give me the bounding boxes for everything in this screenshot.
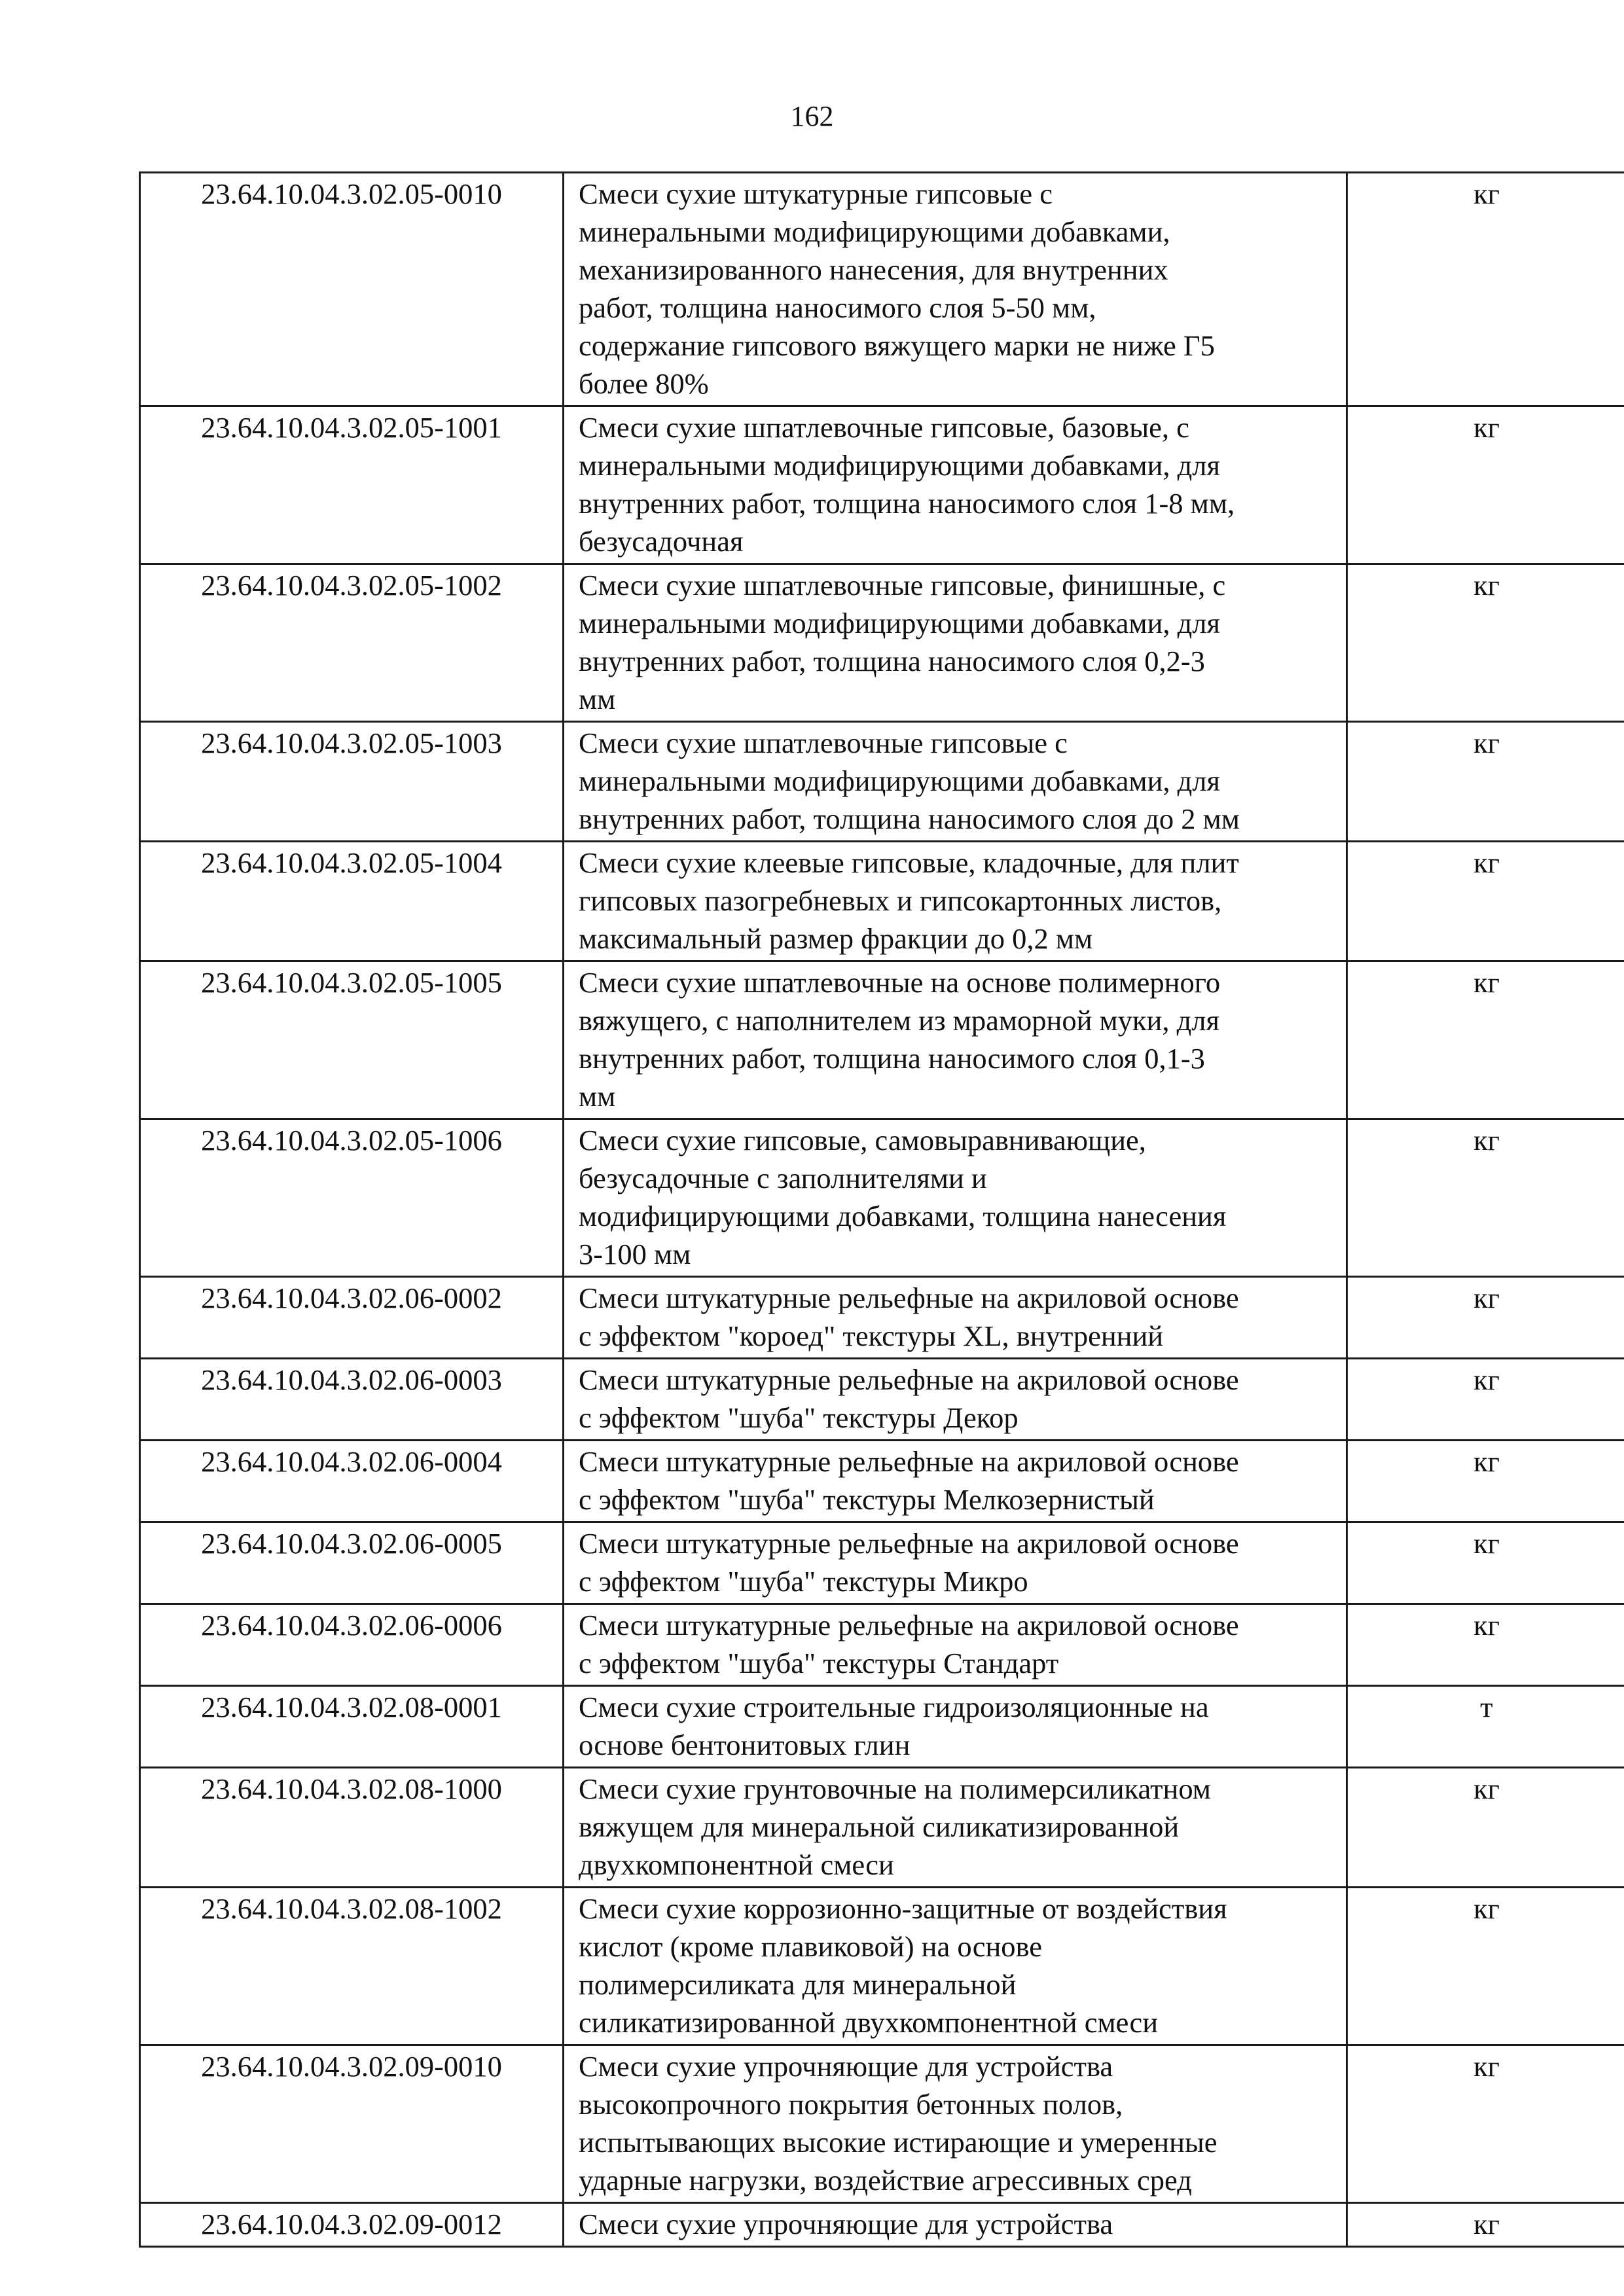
resource-name bbox=[564, 1119, 1347, 1277]
resource-code: 23.64.10.04.3.02.05-1005 bbox=[140, 961, 564, 1119]
materials-table bbox=[139, 171, 1624, 2248]
resource-code: 23.64.10.04.3.02.05-1003 bbox=[140, 722, 564, 842]
unit-of-measure: кг bbox=[1347, 961, 1624, 1119]
resource-name-line: работ, толщина наносимого слоя 5-50 мм, bbox=[579, 291, 1096, 324]
resource-name-line: Смеси штукатурные рельефные на акриловой основе bbox=[579, 1445, 1239, 1478]
resource-name bbox=[564, 1522, 1347, 1604]
resource-name-line: полимерсиликата для минеральной bbox=[579, 1968, 1017, 2001]
table-row bbox=[140, 722, 1624, 842]
resource-name-line: минеральными модифицирующими добавками, для bbox=[579, 607, 1220, 639]
resource-code: 23.64.10.04.3.02.08-1002 bbox=[140, 1888, 564, 2045]
resource-name-line: вяжущего, с наполнителем из мраморной муки, для bbox=[579, 1004, 1219, 1037]
resource-name bbox=[564, 2045, 1347, 2203]
unit-of-measure: кг bbox=[1347, 722, 1624, 842]
resource-name-line: Смеси штукатурные рельефные на акриловой основе bbox=[579, 1527, 1239, 1560]
resource-name-line: двухкомпонентной смеси bbox=[579, 1848, 894, 1881]
resource-name-line: Смеси сухие коррозионно-защитные от воздействия bbox=[579, 1892, 1227, 1925]
table-row bbox=[140, 173, 1624, 406]
resource-name bbox=[564, 564, 1347, 722]
resource-name-line: с эффектом "шуба" текстуры Декор bbox=[579, 1401, 1019, 1434]
resource-name-line: внутренних работ, толщина наносимого слоя 1-8 мм, bbox=[579, 487, 1235, 520]
resource-code: 23.64.10.04.3.02.06-0002 bbox=[140, 1277, 564, 1359]
resource-name-line: мм bbox=[579, 683, 616, 715]
resource-name-line: Смеси сухие клеевые гипсовые, кладочные, для плит bbox=[579, 846, 1239, 879]
resource-name-line: модифицирующими добавками, толщина нанесения bbox=[579, 1200, 1227, 1232]
table-row bbox=[140, 1888, 1624, 2045]
resource-name bbox=[564, 1768, 1347, 1888]
unit-of-measure: кг bbox=[1347, 842, 1624, 961]
unit-of-measure: кг bbox=[1347, 564, 1624, 722]
unit-of-measure: кг bbox=[1347, 1277, 1624, 1359]
unit-of-measure: т bbox=[1347, 1686, 1624, 1768]
resource-name-line: безусадочные с заполнителями и bbox=[579, 1162, 987, 1194]
resource-code: 23.64.10.04.3.02.09-0010 bbox=[140, 2045, 564, 2203]
resource-name bbox=[564, 406, 1347, 564]
resource-code: 23.64.10.04.3.02.06-0003 bbox=[140, 1359, 564, 1441]
resource-name-line: Смеси сухие строительные гидроизоляционные на bbox=[579, 1691, 1209, 1723]
resource-name-line: с эффектом "шуба" текстуры Микро bbox=[579, 1565, 1028, 1598]
resource-name bbox=[564, 1686, 1347, 1768]
table-row bbox=[140, 1604, 1624, 1686]
resource-code: 23.64.10.04.3.02.09-0012 bbox=[140, 2203, 564, 2247]
resource-name-line: максимальный размер фракции до 0,2 мм bbox=[579, 922, 1093, 955]
resource-name-line: механизированного нанесения, для внутренних bbox=[579, 253, 1168, 286]
resource-name-line: более 80% bbox=[579, 367, 709, 400]
resource-name bbox=[564, 2203, 1347, 2247]
table-row bbox=[140, 1359, 1624, 1441]
table-row bbox=[140, 1768, 1624, 1888]
resource-name-line: Смеси сухие штукатурные гипсовые с bbox=[579, 177, 1053, 210]
unit-of-measure: кг bbox=[1347, 1441, 1624, 1522]
table-row bbox=[140, 1686, 1624, 1768]
resource-name-line: Смеси сухие упрочняющие для устройства bbox=[579, 2050, 1113, 2083]
unit-of-measure: кг bbox=[1347, 1768, 1624, 1888]
resource-name-line: Смеси штукатурные рельефные на акриловой основе bbox=[579, 1363, 1239, 1396]
unit-of-measure: кг bbox=[1347, 406, 1624, 564]
resource-code: 23.64.10.04.3.02.08-1000 bbox=[140, 1768, 564, 1888]
page-number: 162 bbox=[790, 100, 834, 132]
resource-code: 23.64.10.04.3.02.08-0001 bbox=[140, 1686, 564, 1768]
resource-name-line: основе бентонитовых глин bbox=[579, 1729, 911, 1761]
resource-name-line: Смеси сухие шпатлевочные на основе полимерного bbox=[579, 966, 1221, 999]
table-row bbox=[140, 1522, 1624, 1604]
table-row bbox=[140, 564, 1624, 722]
resource-code: 23.64.10.04.3.02.05-1002 bbox=[140, 564, 564, 722]
table-row bbox=[140, 842, 1624, 961]
resource-code: 23.64.10.04.3.02.05-1006 bbox=[140, 1119, 564, 1277]
resource-name-line: с эффектом "шуба" текстуры Стандарт bbox=[579, 1647, 1059, 1679]
table-row bbox=[140, 2045, 1624, 2203]
resource-name-line: с эффектом "шуба" текстуры Мелкозернистый bbox=[579, 1483, 1155, 1516]
table-row bbox=[140, 961, 1624, 1119]
resource-name-line: высокопрочного покрытия бетонных полов, bbox=[579, 2088, 1123, 2121]
resource-name-line: ударные нагрузки, воздействие агрессивных сред bbox=[579, 2164, 1192, 2197]
resource-name bbox=[564, 961, 1347, 1119]
unit-of-measure: кг bbox=[1347, 1888, 1624, 2045]
resource-name-line: мм bbox=[579, 1080, 616, 1113]
resource-code: 23.64.10.04.3.02.06-0006 bbox=[140, 1604, 564, 1686]
resource-name bbox=[564, 842, 1347, 961]
resource-code: 23.64.10.04.3.02.05-0010 bbox=[140, 173, 564, 406]
table-row bbox=[140, 1441, 1624, 1522]
resource-name bbox=[564, 1604, 1347, 1686]
resource-name-line: вяжущем для минеральной силикатизированной bbox=[579, 1810, 1180, 1843]
resource-code: 23.64.10.04.3.02.05-1001 bbox=[140, 406, 564, 564]
unit-of-measure: кг bbox=[1347, 173, 1624, 406]
resource-name-line: безусадочная bbox=[579, 525, 744, 558]
resource-name-line: кислот (кроме плавиковой) на основе bbox=[579, 1930, 1043, 1963]
resource-name bbox=[564, 1888, 1347, 2045]
resource-name-line: Смеси сухие гипсовые, самовыравнивающие, bbox=[579, 1124, 1146, 1157]
resource-name bbox=[564, 722, 1347, 842]
resource-name-line: внутренних работ, толщина наносимого слоя 0,2-3 bbox=[579, 645, 1205, 677]
resource-name-line: Смеси сухие шпатлевочные гипсовые, финишные, с bbox=[579, 569, 1226, 601]
resource-name-line: 3-100 мм bbox=[579, 1238, 691, 1270]
resource-name-line: Смеси сухие упрочняющие для устройства bbox=[579, 2208, 1113, 2240]
resource-code: 23.64.10.04.3.02.05-1004 bbox=[140, 842, 564, 961]
materials-table-body bbox=[140, 173, 1624, 2247]
resource-name-line: Смеси штукатурные рельефные на акриловой основе bbox=[579, 1609, 1239, 1641]
unit-of-measure: кг bbox=[1347, 1119, 1624, 1277]
table-row bbox=[140, 1119, 1624, 1277]
resource-name-line: минеральными модифицирующими добавками, bbox=[579, 215, 1170, 248]
resource-name-line: Смеси сухие грунтовочные на полимерсиликатном bbox=[579, 1772, 1211, 1805]
resource-name-line: Смеси сухие шпатлевочные гипсовые, базовые, с bbox=[579, 411, 1189, 444]
resource-name-line: Смеси сухие шпатлевочные гипсовые с bbox=[579, 726, 1068, 759]
unit-of-measure: кг bbox=[1347, 1604, 1624, 1686]
table-row bbox=[140, 1277, 1624, 1359]
resource-name-line: внутренних работ, толщина наносимого слоя до 2 мм bbox=[579, 802, 1240, 835]
resource-name-line: минеральными модифицирующими добавками, для bbox=[579, 764, 1220, 797]
resource-name-line: испытывающих высокие истирающие и умеренные bbox=[579, 2126, 1218, 2159]
resource-name-line: Смеси штукатурные рельефные на акриловой основе bbox=[579, 1282, 1239, 1314]
resource-name bbox=[564, 173, 1347, 406]
table-row bbox=[140, 406, 1624, 564]
resource-name bbox=[564, 1277, 1347, 1359]
unit-of-measure: кг bbox=[1347, 2203, 1624, 2247]
table-row bbox=[140, 2203, 1624, 2247]
resource-name-line: внутренних работ, толщина наносимого слоя 0,1-3 bbox=[579, 1042, 1205, 1075]
resource-name-line: гипсовых пазогребневых и гипсокартонных листов, bbox=[579, 884, 1222, 917]
unit-of-measure: кг bbox=[1347, 1522, 1624, 1604]
resource-name-line: минеральными модифицирующими добавками, для bbox=[579, 449, 1220, 482]
resource-code: 23.64.10.04.3.02.06-0004 bbox=[140, 1441, 564, 1522]
resource-code: 23.64.10.04.3.02.06-0005 bbox=[140, 1522, 564, 1604]
resource-name bbox=[564, 1441, 1347, 1522]
unit-of-measure: кг bbox=[1347, 2045, 1624, 2203]
resource-name bbox=[564, 1359, 1347, 1441]
resource-name-line: содержание гипсового вяжущего марки не ниже Г5 bbox=[579, 329, 1215, 362]
unit-of-measure: кг bbox=[1347, 1359, 1624, 1441]
resource-name-line: силикатизированной двухкомпонентной смеси bbox=[579, 2006, 1159, 2039]
resource-name-line: с эффектом "короед" текстуры XL, внутренний bbox=[579, 1319, 1164, 1352]
